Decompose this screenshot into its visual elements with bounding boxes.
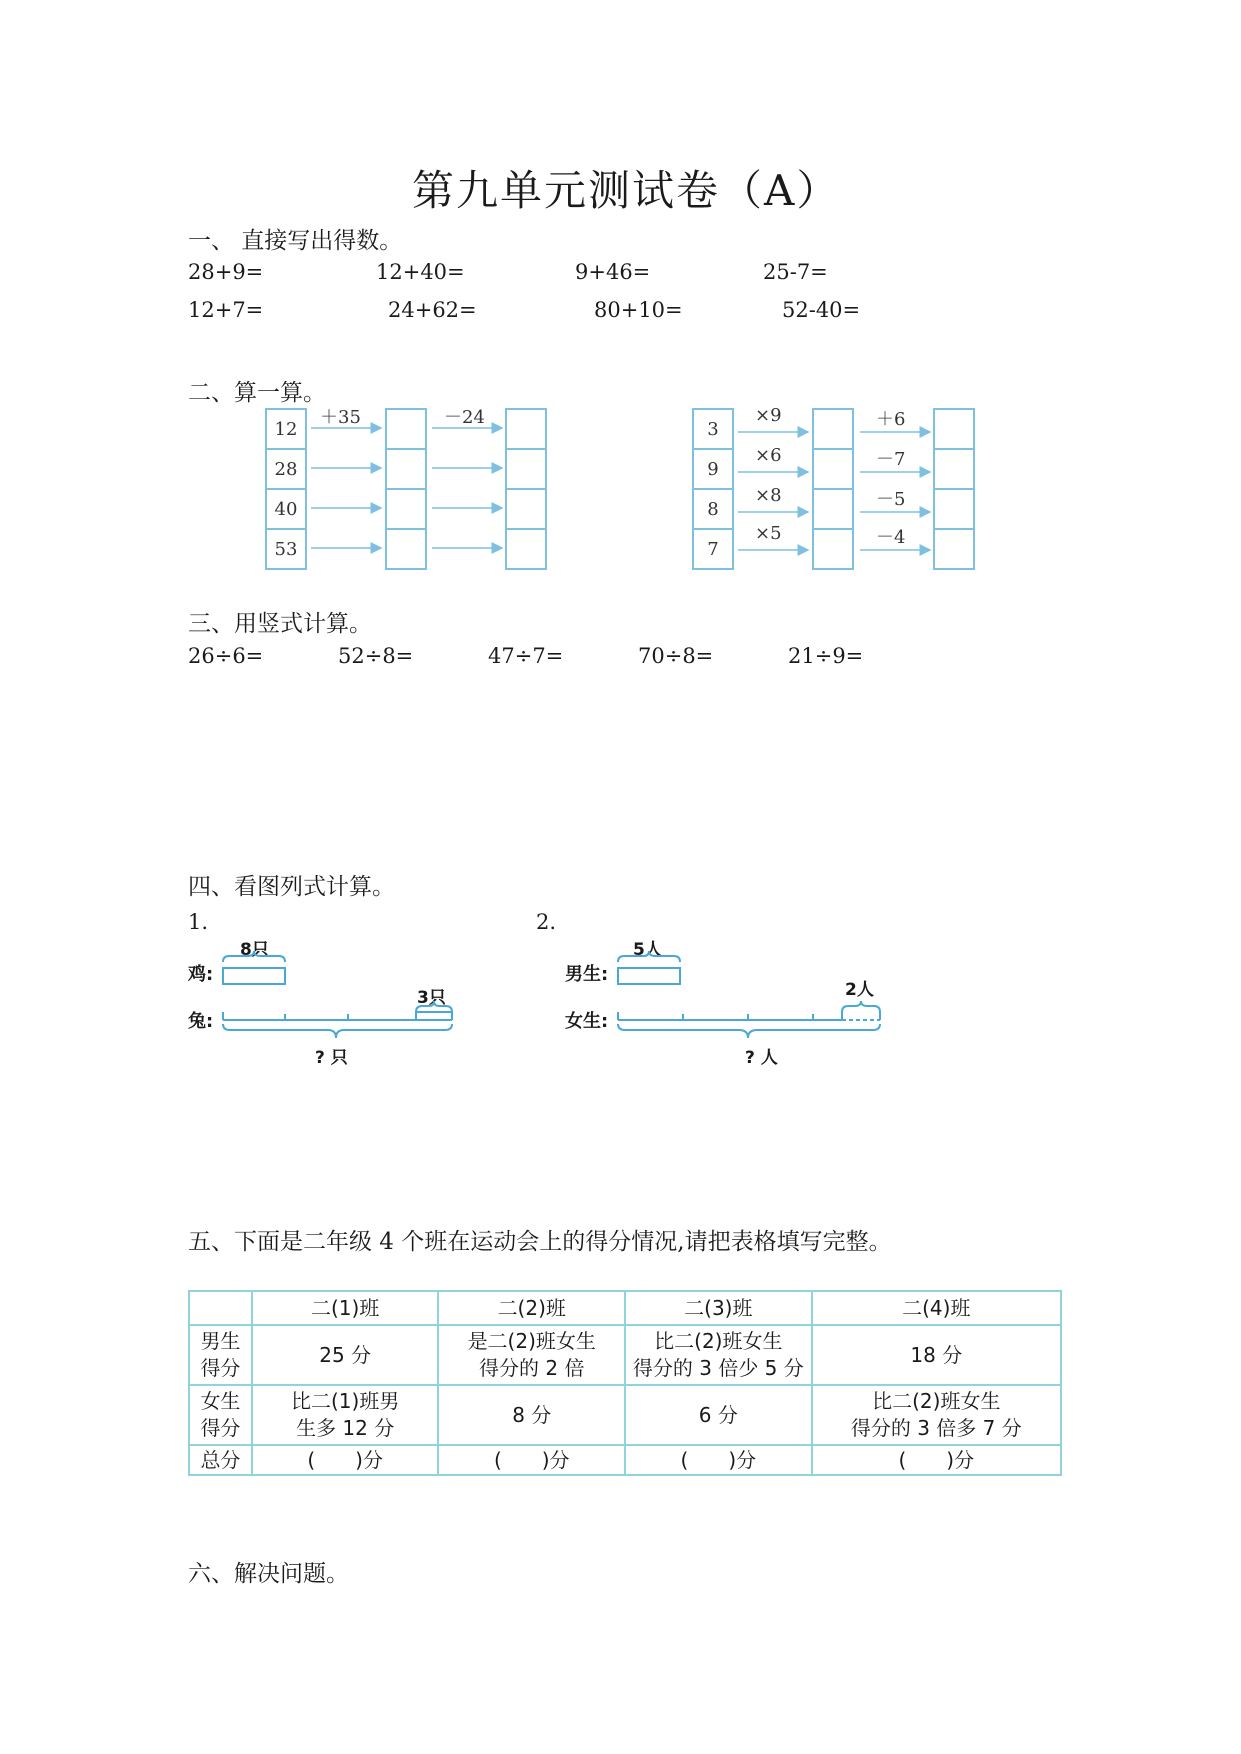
- answer-box[interactable]: [933, 488, 975, 530]
- answer-box[interactable]: [505, 448, 547, 490]
- expr: 52-40=: [782, 298, 861, 322]
- row-label: 男生:: [565, 964, 609, 985]
- op-label: ×9: [755, 405, 782, 426]
- bar-diagram-1-graphic: [220, 950, 460, 1050]
- unknown-label: ? 只: [315, 1048, 348, 1068]
- table-header-row: [189, 1291, 1061, 1325]
- problem-number: 2.: [536, 910, 557, 934]
- row-label: 总分: [189, 1445, 252, 1475]
- arrows-left: [305, 408, 509, 573]
- input-cell: 8: [692, 488, 734, 530]
- header-cell: 二(4)班: [812, 1291, 1061, 1325]
- expr: 24+62=: [388, 298, 477, 322]
- section2-heading: 二、算一算。: [188, 380, 326, 406]
- unknown-label: ? 人: [745, 1048, 778, 1068]
- division-expr: 47÷7=: [488, 644, 564, 668]
- input-cell: 40: [265, 488, 307, 530]
- arrows-right: [732, 408, 936, 573]
- row-label: 鸡:: [188, 964, 214, 985]
- division-expr: 26÷6=: [188, 644, 264, 668]
- answer-box[interactable]: [505, 488, 547, 530]
- table-cell: 25 分: [252, 1325, 439, 1385]
- row-label: 男生 得分: [189, 1325, 252, 1385]
- total-blank-cell[interactable]: ( )分: [252, 1445, 439, 1475]
- answer-box[interactable]: [933, 528, 975, 570]
- score-table: [188, 1290, 1062, 1476]
- op-label: －24: [444, 407, 485, 428]
- quantity-label: 5人: [633, 940, 662, 960]
- row-label: 兔:: [188, 1011, 214, 1032]
- division-expr: 70÷8=: [638, 644, 714, 668]
- bar-diagram-2-graphic: [615, 950, 885, 1050]
- header-cell: 二(1)班: [252, 1291, 439, 1325]
- answer-box[interactable]: [505, 408, 547, 450]
- answer-box[interactable]: [933, 448, 975, 490]
- row-label: 女生 得分: [189, 1385, 252, 1445]
- section1-heading: 一、 直接写出得数。: [188, 228, 403, 254]
- total-blank-cell[interactable]: ( )分: [812, 1445, 1061, 1475]
- op-label: ＋6: [876, 409, 906, 430]
- op-label: ＋35: [320, 407, 361, 428]
- total-blank-cell[interactable]: ( )分: [625, 1445, 812, 1475]
- table-cell: 比二(2)班女生 得分的 3 倍多 7 分: [812, 1385, 1061, 1445]
- quantity-label: 2人: [845, 980, 874, 1000]
- answer-box[interactable]: [933, 408, 975, 450]
- expr: 9+46=: [575, 260, 651, 284]
- input-cell: 53: [265, 528, 307, 570]
- answer-box[interactable]: [505, 528, 547, 570]
- page-title: 第九单元测试卷（A）: [412, 166, 841, 215]
- table-row: [189, 1325, 1061, 1385]
- header-cell: [189, 1291, 252, 1325]
- op-label: －7: [876, 449, 906, 470]
- problem-number: 1.: [188, 910, 209, 934]
- table-cell: 8 分: [438, 1385, 625, 1445]
- division-expr: 21÷9=: [788, 644, 864, 668]
- table-row: [189, 1385, 1061, 1445]
- total-blank-cell[interactable]: ( )分: [438, 1445, 625, 1475]
- quantity-label: 3只: [417, 988, 446, 1008]
- table-cell: 18 分: [812, 1325, 1061, 1385]
- op-label: ×6: [755, 445, 782, 466]
- expr: 25-7=: [763, 260, 828, 284]
- row-label: 女生:: [565, 1011, 609, 1032]
- section5-heading: 五、下面是二年级 4 个班在运动会上的得分情况,请把表格填写完整。: [188, 1229, 892, 1255]
- input-cell: 3: [692, 408, 734, 450]
- header-cell: 二(3)班: [625, 1291, 812, 1325]
- input-cell: 7: [692, 528, 734, 570]
- table-cell: 比二(1)班男 生多 12 分: [252, 1385, 439, 1445]
- table-row: [189, 1445, 1061, 1475]
- expr: 12+40=: [376, 260, 465, 284]
- section6-heading: 六、解决问题。: [188, 1561, 349, 1587]
- op-label: ×5: [755, 523, 782, 544]
- quantity-label: 8只: [240, 940, 269, 960]
- input-cell: 28: [265, 448, 307, 490]
- op-label: －4: [876, 527, 906, 548]
- input-cell: 12: [265, 408, 307, 450]
- table-cell: 是二(2)班女生 得分的 2 倍: [438, 1325, 625, 1385]
- expr: 80+10=: [594, 298, 683, 322]
- op-label: ×8: [755, 485, 782, 506]
- input-cell: 9: [692, 448, 734, 490]
- header-cell: 二(2)班: [438, 1291, 625, 1325]
- table-cell: 6 分: [625, 1385, 812, 1445]
- table-cell: 比二(2)班女生 得分的 3 倍少 5 分: [625, 1325, 812, 1385]
- section4-heading: 四、看图列式计算。: [188, 874, 395, 900]
- section3-heading: 三、用竖式计算。: [188, 611, 372, 637]
- division-expr: 52÷8=: [338, 644, 414, 668]
- expr: 28+9=: [188, 260, 264, 284]
- op-label: －5: [876, 489, 906, 510]
- expr: 12+7=: [188, 298, 264, 322]
